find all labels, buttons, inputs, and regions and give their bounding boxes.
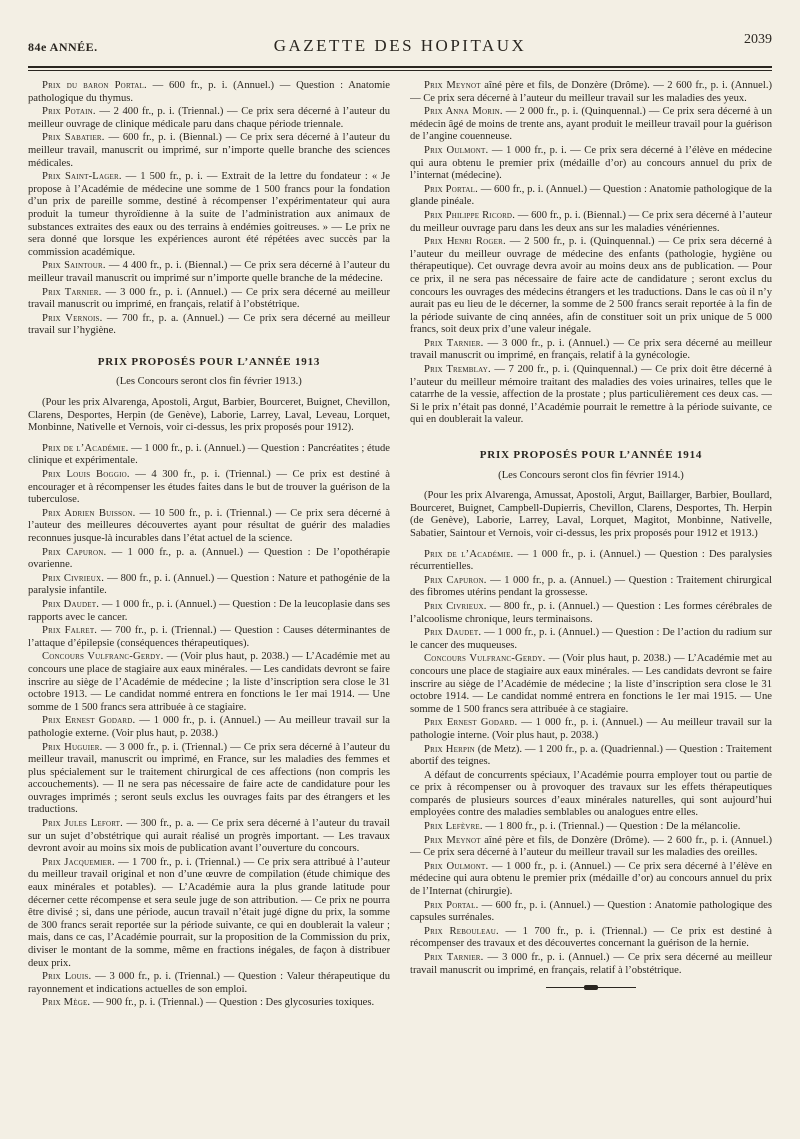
prize-text: — 1 000 fr., p. a. (Annuel.) — Question : Traitement chirurgical des fibromes utérins pendant la grossesse. [410, 574, 772, 599]
prize-text: — 600 fr., p. i. (Annuel.) — Question : Anatomie pathologique de la glande pinéale. [410, 183, 772, 208]
prize-paragraph [28, 313, 390, 338]
left-pre-list [28, 80, 390, 338]
prize-text: aîné père et fils, de Donzère (Drôme). — 2 600 fr., p. i. (Annuel.) — Ce prix sera décerné à l’auteur du meilleur travail sur les maladies des yeux. [410, 80, 772, 104]
prize-text: — 7 200 fr., p. i. (Quinquennal.) — Ce prix doit être décerné à l’auteur du meilleur mémoire traitant des maladies des voies urinaires, telles que le catarrhe de la vessie, affection de la prostate ; plus particulièrement ces deux cas. — Si le prix n’était pas donné, l’Académie pourrait le remettre à la période suivante, ce qui en doublerait la valeur. [410, 364, 772, 426]
prize-name: Prix Civrieux. [424, 600, 487, 612]
prize-text: — 800 fr., p. i. (Annuel.) — Question : Nature et pathogénie de la paralysie infantile. [28, 572, 390, 597]
prize-text: — 900 fr., p. i. (Triennal.) — Question : Des glycosuries toxiques. [90, 997, 375, 1009]
section-title-1913: PRIX PROPOSÉS POUR L’ANNÉE 1913 [97, 355, 321, 368]
issue-label: 84e ANNÉE. [28, 40, 98, 54]
prize-paragraph [410, 835, 772, 860]
prize-paragraph [410, 364, 772, 427]
section-intro-1914: (Pour les prix Alvarenga, Amussat, Apostoli, Argut, Baillarger, Barbier, Boullard, Bourceret, Buignet, Campbell-Dupierris, Chevillon, Clarens, Desportes, Th. Herpin (de Genève), Laborie, Larrey, Laval, Lorquet, Magitot, Monbinne, Nativelle, Sabatier, Saintour et Vernois, voir ci-dessus, les prix proposés pour 1912 et 1913.) [410, 490, 772, 539]
prize-paragraph [410, 601, 772, 626]
prize-paragraph [410, 926, 772, 951]
prize-text: — 1 700 fr., p. i. (Triennal.) — Ce prix sera attribué à l’auteur du meilleur travail original et non d’une œuvre de compilation (étude chimique des eaux minérales et potables). — L’Académie aura la plus grande latitude pour décerner cette récompense et sera seule juge de son attribution. — Ce prix ne pourra être divisé ; si, dans une période, aucun travail n’était jugé digne du prix, la somme de 300 francs serait reportée sur la période suivante, ce qui en doublerait la valeur ; mais, dans ce cas, l’Académie pourrait, sur la proposition de la Commission du prix, diviser le montant de la somme, même en fractions inégales, de façon à distribuer deux prix. [28, 856, 390, 969]
prize-paragraph [28, 106, 390, 131]
prize-paragraph [410, 210, 772, 235]
page-header [28, 26, 772, 60]
prize-text: — 4 400 fr., p. i. (Biennal.) — Ce prix sera décerné à l’auteur du meilleur travail manuscrit ou imprimé sur n’importe quelle branche de la médecine. [28, 260, 390, 284]
prize-name: Prix Portal. [424, 183, 478, 195]
prize-name: Concours Vulfranc-Gerdy. [424, 653, 546, 665]
prize-paragraph [28, 625, 390, 650]
prize-paragraph [410, 106, 772, 144]
prize-name: Prix Vernois. [42, 312, 103, 324]
prize-name: Prix Saint-Lager. [42, 171, 122, 183]
prize-text: (de Metz). — 1 200 fr., p. a. (Quadriennal.) — Question : Traitement abortif des teignes. [410, 743, 772, 768]
prize-text: — 1 000 fr., p. i. — Ce prix sera décerné à l’élève en médecine qui aura obtenu le premier prix (médaille d’or) au concours annuel du prix de l’internat (médecine). [410, 144, 772, 182]
prize-text: — 600 fr., p. i. (Annuel.) — Question : Anatomie pathologique des capsules surrénales. [410, 899, 772, 924]
prize-name: Prix Daudet. [424, 627, 482, 639]
prize-paragraph [410, 80, 772, 105]
prize-name: Prix Tremblay. [424, 364, 491, 376]
prize-text: — 2 500 fr., p. i. (Quinquennal.) — Ce prix sera décerné à l’auteur du meilleur ouvrage de médecine des enfants (pathologie, hygiène ou thérapeutique). Cet ouvrage devra avoir au moins deux ans de publication. — Pour ce prix, il ne sera pas nécessaire de faire acte de candidature ; seront exclus du concours les ouvrages des médecins étrangers et les traductions. Dans le cas où il n’y aurait pas eu lieu de le décerner, la somme de 2 500 francs serait reportée à la fin de la période suivante de cinq années, afin de constituer soit un prix unique de 5 000 francs, soit deux prix d’une valeur inégale. [410, 236, 772, 336]
prize-name: Prix de l’Académie. [42, 442, 129, 454]
journal-title: GAZETTE DES HOPITAUX [273, 36, 527, 55]
prize-name: Prix Henri Roger. [424, 236, 506, 248]
prize-name: Prix Civrieux. [42, 572, 105, 584]
prize-text: — 1 500 fr., p. i. — Extrait de la lettre du fondateur : « Je propose à l’Académie de médecine une somme de 1 500 francs pour la fondation d’un prix de pareille somme, destiné à récompenser l’expérimentateur qui aura produit la tumeur thyroïdienne à la suite de l’administration aux animaux de substances extraites des eaux ou des terrains à endémies goitreuses. » — Le prix ne sera donné que lorsque les expériences auront été répétées avec succès par la commission académique. [28, 171, 390, 258]
prize-name: Prix Huguier. [42, 741, 103, 753]
prize-text: — 1 000 fr., p. i. (Annuel.) — Question : Des paralysies récurrentielles. [410, 548, 772, 573]
prize-paragraph [28, 260, 390, 285]
prize-name: Prix Falret. [42, 625, 98, 637]
prize-text: — 1 000 fr., p. i. (Annuel.) — Au meilleur travail sur la pathologie interne. (Voir plus haut, p. 2038.) [410, 717, 772, 741]
prize-paragraph [28, 469, 390, 507]
prize-name: Prix Mège. [42, 997, 91, 1009]
prize-name: Prix Meynot [424, 834, 481, 846]
prize-text: — 300 fr., p. a. — Ce prix sera décerné à l’auteur du travail sur un sujet d’obstétrique qui aurait réalisé un progrès important. — Les travaux devront avoir au moins six mois de publication avant l’ouverture du concours. [28, 818, 390, 855]
prize-text: — 1 000 fr., p. a. (Annuel.) — Question : De l’opothérapie ovarienne. [28, 546, 390, 571]
prize-text: — 1 700 fr., p. i. (Triennal.) — Ce prix est destiné à récompenser des travaux et des découvertes concernant la guérison de la hernie. [410, 925, 772, 950]
header-rule-thick [28, 66, 772, 68]
prize-paragraph [28, 971, 390, 996]
section-title-1914: PRIX PROPOSÉS POUR L’ANNÉE 1914 [479, 449, 703, 462]
prize-text: — 1 000 fr., p. i. (Annuel.) — Question : Pancréatites ; étude clinique et expérimentale. [28, 442, 390, 467]
prize-paragraph [410, 821, 772, 834]
prize-name: Prix Jacquemier. [42, 856, 115, 868]
prize-text: — (Voir plus haut, p. 2038.) — L’Académie met au concours une place de stagiaire aux eaux minérales. — Les candidats devront se faire inscrire au siège de l’Académie de médecine ; la liste d’inscription sera close le 31 octobre 1914. — Le candidat nommé entrera en fonctions le 1er mai 1915. — Une somme de 1 500 francs sera attribuée à ce stagiaire. [410, 653, 772, 715]
prize-paragraph [410, 549, 772, 574]
prize-name: Prix Louis. [42, 971, 92, 983]
section-intro-1913: (Pour les prix Alvarenga, Apostoli, Argut, Barbier, Bourceret, Buignet, Chevillon, Clarens, Desportes, Herpin (de Genève), Laborie, Larrey, Laval, Leveau, Lorquet, Monbinne, Nativelle et Vernois, voir ci-dessus, les prix proposés pour 1912). [28, 397, 390, 434]
prize-text: — 1 000 fr., p. i. (Annuel.) — Question : De l’action du radium sur le cancer des muqueuses. [410, 627, 772, 651]
prize-paragraph [28, 132, 390, 170]
right-column [410, 80, 772, 1125]
prize-name: Prix Herpin [424, 743, 475, 755]
prize-text: — 3 000 fr., p. i. (Triennal.) — Ce prix sera décerné à l’auteur du meilleur travail, manuscrit ou imprimé, en France, sur les maladies des femmes et plus spécialement sur le traitement chirurgical de ces affections (non compris les accouchements). — Il ne sera pas nécessaire de faire acte de candidature pour les ouvrages imprimés ; seront seuls exclus les ouvrages faits par des étrangers et les traductions. [28, 741, 390, 816]
prize-text: — 700 fr., p. i. (Triennal.) — Question : Causes déterminantes de l’attaque d’épilepsie (conséquences thérapeutiques). [28, 625, 390, 649]
prize-paragraph [410, 900, 772, 925]
prize-paragraph [410, 770, 772, 820]
prize-name: Prix Jules Lefort. [42, 818, 123, 830]
prize-paragraph [28, 818, 390, 856]
prize-name: Prix Capuron. [424, 574, 487, 586]
left-prize-list [28, 443, 390, 1010]
prize-text: — 700 fr., p. a. (Annuel.) — Ce prix sera décerné au meilleur travail sur l’hygiène. [28, 312, 390, 337]
prize-text: — 2 000 fr., p. i. (Quinquennal.) — Ce prix sera décerné à un médecin âgé de moins de trente ans, ayant produit le meilleur travail pour la guérison de l’angine couenneuse. [410, 106, 772, 143]
prize-name: Prix du baron Portal. [42, 80, 147, 91]
prize-name: Prix Oulmont. [424, 144, 489, 156]
prize-text: aîné père et fils, de Donzère (Drôme). — 2 600 fr., p. i. (Annuel.) — Ce prix sera décerné à l’auteur du meilleur travail sur les maladies des oreilles. [410, 834, 772, 859]
section-subtitle-1913: (Les Concours seront clos fin février 1913.) [116, 376, 302, 388]
prize-name: Prix Saintour. [42, 260, 106, 272]
prize-text: — 600 fr., p. i. (Biennal.) — Ce prix sera décerné à l’auteur du meilleur ouvrage paru dans les deux ans sur les maladies vénériennes. [410, 209, 772, 234]
prize-name: Prix Potain. [42, 106, 96, 118]
prize-paragraph [410, 338, 772, 363]
prize-paragraph [410, 952, 772, 977]
prize-name: Prix Rebouleau. [424, 925, 499, 937]
prize-name: Prix Portal. [424, 899, 479, 911]
prize-paragraph [410, 717, 772, 742]
prize-paragraph [28, 171, 390, 259]
prize-paragraph [410, 744, 772, 769]
prize-paragraph [28, 80, 390, 105]
prize-name: Prix Capuron. [42, 546, 107, 558]
prize-text: A défaut de concurrents spéciaux, l’Académie pourra employer tout ou partie de ce prix à récompenser ou à provoquer des travaux sur les effets thérapeutiques comparés de plusieurs sources d’eaux minérales naturelles, qui sont aujourd’hui employées contre des maladies semblables ou analogues entre elles. [410, 769, 772, 819]
prize-text: — 1 000 fr., p. i. (Annuel.) — Question : De la leucoplasie dans ses rapports avec le cancer. [28, 598, 390, 623]
prize-paragraph [28, 742, 390, 818]
prize-name: Prix Meynot [424, 80, 481, 91]
prize-paragraph [28, 857, 390, 970]
prize-paragraph [410, 145, 772, 183]
prize-paragraph [28, 651, 390, 714]
prize-paragraph [28, 599, 390, 624]
prize-name: Prix Ernest Godard. [424, 717, 518, 729]
prize-paragraph [410, 184, 772, 209]
prize-text: — 4 300 fr., p. i. (Triennal.) — Ce prix est destiné à encourager et à récompenser les études faites dans le but de trouver la guérison de la tuberculose. [28, 469, 390, 506]
prize-text: — 800 fr., p. i. (Annuel.) — Question : Les formes cérébrales de l’alcoolisme chronique, leurs terminaisons. [410, 600, 772, 625]
prize-paragraph [28, 547, 390, 572]
prize-paragraph [28, 443, 390, 468]
prize-paragraph [28, 287, 390, 312]
prize-name: Prix de l’Académie. [424, 548, 514, 560]
prize-name: Prix Adrien Buisson. [42, 507, 136, 519]
header-rule-thin [28, 70, 772, 71]
prize-text: — 600 fr., p. i. (Annuel.) — Question : Anatomie pathologique du thymus. [28, 80, 390, 104]
prize-text: — 3 000 fr., p. i. (Triennal.) — Question : Valeur thérapeutique du rayonnement et indications actuelles de son emploi. [28, 971, 390, 995]
prize-name: Prix Oulmont. [424, 860, 489, 872]
prize-text: — 3 000 fr., p. i. (Annuel.) — Ce prix sera décerné au meilleur travail manuscrit ou imprimé, en français, relatif à l’obstétrique. [28, 286, 390, 311]
prize-text: — 10 500 fr., p. i. (Triennal.) — Ce prix sera décerné à l’auteur des meilleures découvertes ayant pour résultat de guérir des maladies reconnues jusque-là incurables dans l’état actuel de la science. [28, 507, 390, 544]
right-pre-list [410, 80, 772, 427]
section-subtitle-1914: (Les Concours seront clos fin février 1914.) [498, 469, 684, 481]
prize-paragraph [410, 236, 772, 337]
prize-name: Prix Tarnier. [424, 952, 484, 963]
prize-name: Prix Anna Morin. [424, 106, 503, 118]
prize-text: — 3 000 fr., p. i. (Annuel.) — Ce prix sera décerné au meilleur travail manuscrit ou imprimé, en français, relatif à la gynécologie. [410, 337, 772, 362]
page-number: 2039 [744, 32, 772, 47]
right-prize-list [410, 549, 772, 978]
prize-paragraph [410, 861, 772, 899]
prize-paragraph [410, 653, 772, 716]
prize-text: — 2 400 fr., p. i. (Triennal.) — Ce prix sera décerné à l’auteur du meilleur ouvrage de clinique médicale paru dans chaque période triennale. [28, 106, 390, 130]
prize-name: Prix Ernest Godard. [42, 715, 136, 727]
prize-name: Prix Sabatier. [42, 132, 105, 144]
prize-paragraph [410, 627, 772, 652]
prize-name: Prix Louis Boggio. [42, 469, 130, 481]
end-ornament [546, 987, 636, 992]
prize-paragraph [28, 715, 390, 740]
left-column [28, 80, 390, 1125]
prize-text: — 1 000 fr., p. i. (Annuel.) — Ce prix sera décerné à l’élève en médecine qui aura obtenu le premier prix (médaille d’or) au concours annuel du prix de l’Internat (chirurgie). [410, 860, 772, 898]
prize-text: — 1 000 fr., p. i. (Annuel.) — Au meilleur travail sur la pathologie externe. (Voir plus haut, p. 2038.) [28, 715, 390, 739]
prize-text: — 600 fr., p. i. (Biennal.) — Ce prix sera décerné à l’auteur du meilleur travail, manuscrit ou imprimé, sur n’importe quelle branche des sciences médicales. [28, 132, 390, 169]
prize-text: — 1 800 fr., p. i. (Triennal.) — Question : De la mélancolie. [482, 821, 741, 833]
prize-text: — (Voir plus haut, p. 2038.) — L’Académie met au concours une place de stagiaire aux eaux minérales. — Les candidats devront se faire inscrire au siège de l’Académie de médecine ; la liste d’inscription sera close le 31 octobre 1913. — Le candidat nommé entrera en fonctions le 1er mai 1914. — Une somme de 1 500 francs sera attribuée à ce stagiaire. [28, 651, 390, 713]
prize-name: Prix Daudet. [42, 598, 100, 610]
prize-name: Prix Lefèvre. [424, 821, 483, 833]
prize-paragraph [28, 997, 390, 1010]
prize-text: — 3 000 fr., p. i. (Annuel.) — Ce prix sera décerné au meilleur travail manuscrit ou imprimé, en français, relatif à l’obstétrique. [410, 952, 772, 976]
prize-name: Prix Philippe Ricord. [424, 209, 516, 221]
prize-name: Prix Tarnier. [424, 337, 484, 349]
prize-name: Concours Vulfranc-Gerdy. [42, 651, 164, 663]
prize-paragraph [28, 508, 390, 546]
prize-paragraph [28, 573, 390, 598]
prize-name: Prix Tarnier. [42, 286, 102, 298]
prize-paragraph [410, 575, 772, 600]
